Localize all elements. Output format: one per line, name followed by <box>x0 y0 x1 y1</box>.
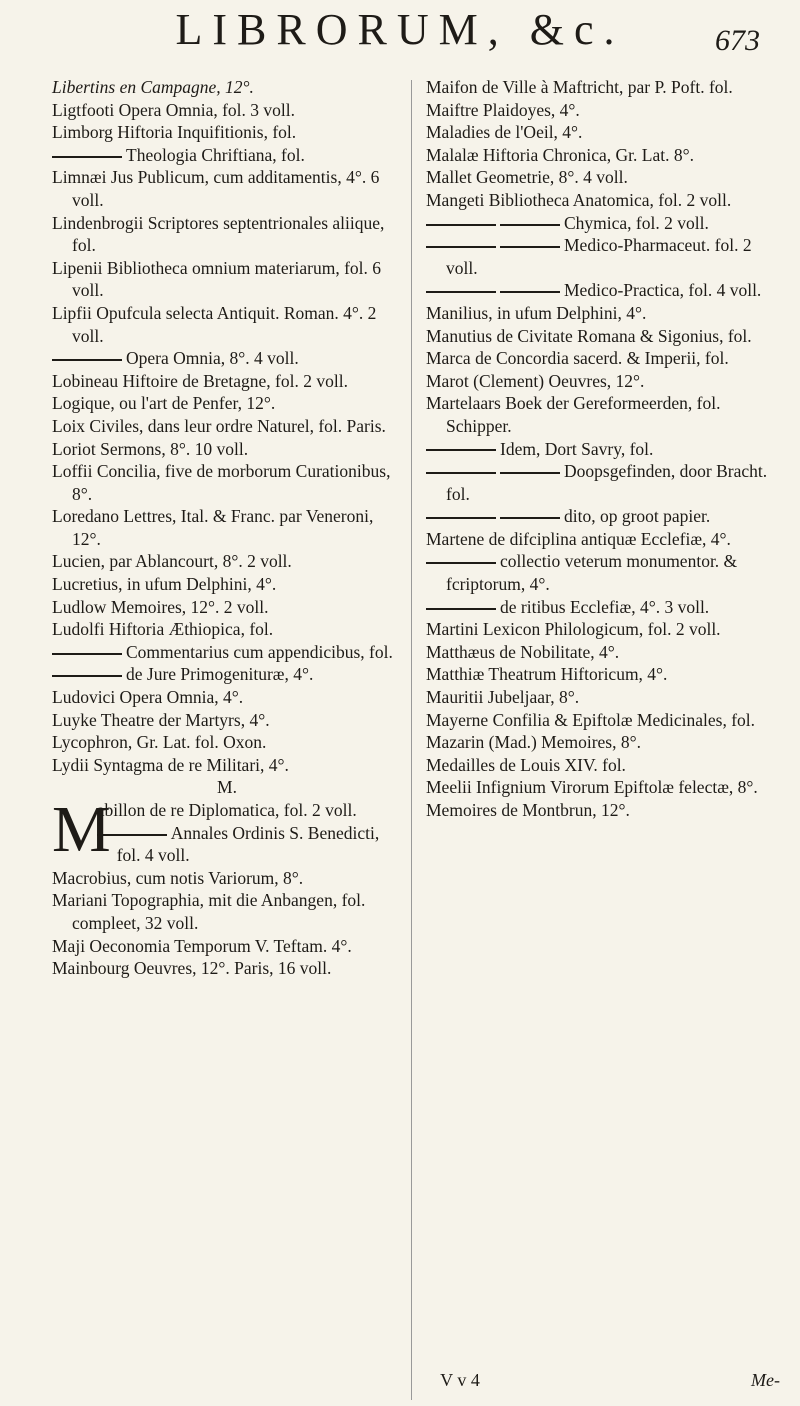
entry-text: Martene de difciplina antiquæ Ecclefiæ, 4°. <box>426 528 731 549</box>
catalogue-entry <box>52 935 402 958</box>
catalogue-entry <box>426 99 778 122</box>
entry-text: Maji Oeconomia Temporum V. Teftam. 4°. <box>52 935 352 956</box>
catalogue-entry <box>52 99 402 122</box>
catalogue-entry <box>426 596 778 619</box>
ditto-rule <box>426 291 496 293</box>
entry-text: Lindenbrogii Scriptores septentrionales aliique, fol. <box>52 212 385 256</box>
entry-text: Theologia Chriftiana, fol. <box>126 144 305 165</box>
catalogue-entry <box>426 550 778 595</box>
ditto-rule <box>97 834 167 836</box>
entry-text: Malalæ Hiftoria Chronica, Gr. Lat. 8°. <box>426 144 694 165</box>
catalogue-entry <box>426 347 778 370</box>
ditto-rule <box>500 224 560 226</box>
entry-text: dito, op groot papier. <box>564 506 711 527</box>
catalogue-entry <box>426 325 778 348</box>
ditto-rule <box>426 246 496 248</box>
catalogue-entry <box>52 686 402 709</box>
entry-text: Marot (Clement) Oeuvres, 12°. <box>426 370 645 391</box>
entry-text: abillon de re Diplomatica, fol. 2 voll. <box>96 800 357 820</box>
entry-text: Martelaars Boek der Gereformeerden, fol. Schipper. <box>426 393 721 436</box>
catalogue-entry <box>426 212 778 235</box>
entry-text: Loredano Lettres, Ital. & Franc. par Veneroni, 12°. <box>52 506 374 549</box>
catalogue-entry <box>52 731 402 754</box>
catalogue-entry <box>52 663 402 686</box>
entry-text: Ludolfi Hiftoria Æthiopica, fol. <box>52 619 274 640</box>
running-header <box>40 4 760 64</box>
entry-text: Maladies de l'Oeil, 4°. <box>426 122 583 143</box>
catchword: Me- <box>751 1370 780 1390</box>
catalogue-entry <box>426 234 778 279</box>
catalogue-entry <box>426 392 778 437</box>
ditto-rule <box>52 653 122 655</box>
entry-text: Lobineau Hiftoire de Bretagne, fol. 2 voll. <box>52 370 348 391</box>
entry-text: Loffii Concilia, five de morborum Curationibus, 8°. <box>52 461 391 504</box>
left-column <box>52 76 402 980</box>
catalogue-entry <box>426 528 778 551</box>
entry-text: Ludovici Opera Omnia, 4°. <box>52 687 244 708</box>
catalogue-entry <box>52 392 402 415</box>
catalogue-entry <box>426 799 778 822</box>
catalogue-entry <box>426 279 778 302</box>
catalogue-entry <box>426 641 778 664</box>
entry-text: Manilius, in ufum Delphini, 4°. <box>426 302 647 323</box>
entry-text: Loriot Sermons, 8°. 10 voll. <box>52 438 249 459</box>
entry-text: Lydii Syntagma de re Militari, 4°. <box>52 754 289 775</box>
entry-text: Annales Ordinis S. Benedicti, fol. 4 voll. <box>116 822 380 866</box>
entry-text: Mariani Topographia, mit die Anbangen, fol. compleet, 32 voll. <box>52 890 366 933</box>
catalogue-entry <box>52 144 402 167</box>
catalogue-entry <box>426 460 778 505</box>
entry-text: Medico-Pharmaceut. fol. 2 voll. <box>446 235 752 278</box>
entry-text: collectio veterum monumentor. & fcriptorum, 4°. <box>446 551 738 595</box>
catalogue-entry <box>426 121 778 144</box>
ditto-rule <box>426 517 496 519</box>
catalogue-entry <box>52 302 402 347</box>
entry-text: Limnæi Jus Publicum, cum additamentis, 4°. 6 voll. <box>52 167 380 210</box>
catalogue-entry <box>52 370 402 393</box>
catalogue-entry <box>52 641 402 664</box>
catalogue-entry <box>426 76 778 99</box>
catalogue-entry <box>52 505 402 550</box>
catalogue-entry <box>426 302 778 325</box>
entry-text: Lycophron, Gr. Lat. fol. Oxon. <box>52 732 267 753</box>
signature-mark: V v 4 <box>440 1370 480 1390</box>
entry-text: Manutius de Civitate Romana & Sigonius, fol. <box>426 325 752 346</box>
ditto-rule <box>52 359 122 361</box>
catalogue-entry <box>52 550 402 573</box>
entry-text: Idem, Dort Savry, fol. <box>500 438 654 459</box>
entry-text: Libertins en Campagne, 12°. <box>52 77 254 97</box>
entry-text: Mallet Geometrie, 8°. 4 voll. <box>426 167 628 188</box>
ditto-rule <box>426 224 496 226</box>
catalogue-entry <box>52 709 402 732</box>
entry-text: Meelii Infignium Virorum Epiftolæ felectæ, 8°. <box>426 777 758 798</box>
catalogue-entry <box>426 370 778 393</box>
catalogue-entry <box>52 618 402 641</box>
page-number: 673 <box>715 24 760 57</box>
entry-text: Limborg Hiftoria Inquifitionis, fol. <box>52 122 297 143</box>
ditto-rule <box>426 449 496 451</box>
catalogue-entry <box>426 189 778 212</box>
entry-text: de ritibus Ecclefiæ, 4°. 3 voll. <box>500 596 710 617</box>
ditto-rule <box>52 156 122 158</box>
ditto-rule <box>426 608 496 610</box>
entry-text: Mazarin (Mad.) Memoires, 8°. <box>426 732 641 753</box>
ditto-rule <box>426 562 496 564</box>
catalogue-entry <box>52 166 402 211</box>
drop-capital: M <box>52 793 111 866</box>
catalogue-entry <box>426 686 778 709</box>
entry-text: Ligtfooti Opera Omnia, fol. 3 voll. <box>52 99 296 120</box>
entry-text: Loix Civiles, dans leur ordre Naturel, fol. Paris. <box>52 415 386 436</box>
catalogue-entry <box>52 212 402 257</box>
ditto-rule <box>426 472 496 474</box>
ditto-rule <box>500 472 560 474</box>
ditto-rule <box>500 246 560 248</box>
entry-text: Lucien, par Ablancourt, 8°. 2 voll. <box>52 551 292 572</box>
catalogue-entry <box>426 166 778 189</box>
entry-text: Martini Lexicon Philologicum, fol. 2 voll. <box>426 619 721 640</box>
entry-text: Medico-Practica, fol. 4 voll. <box>564 280 762 301</box>
catalogue-entry <box>52 460 402 505</box>
entry-text: Mauritii Jubeljaar, 8°. <box>426 687 580 708</box>
entry-text: Macrobius, cum notis Variorum, 8°. <box>52 867 304 888</box>
catalogue-entry <box>52 957 402 980</box>
entry-text: Opera Omnia, 8°. 4 voll. <box>126 348 299 369</box>
catalogue-entry <box>52 347 402 370</box>
entry-text: Mainbourg Oeuvres, 12°. Paris, 16 voll. <box>52 958 332 979</box>
entry-text: de Jure Primogenituræ, 4°. <box>126 664 314 685</box>
catalogue-entry <box>426 505 778 528</box>
entry-text: Mayerne Confilia & Epiftolæ Medicinales, fol. <box>426 709 756 730</box>
catalogue-entry <box>52 596 402 619</box>
catalogue-entry <box>52 889 402 934</box>
entry-text: Logique, ou l'art de Penfer, 12°. <box>52 393 276 414</box>
entry-text: Matthiæ Theatrum Hiftoricum, 4°. <box>426 664 668 685</box>
catalogue-entry <box>426 663 778 686</box>
catalogue-entry <box>52 415 402 438</box>
entry-text: Chymica, fol. 2 voll. <box>564 212 709 233</box>
catalogue-entry <box>52 257 402 302</box>
ditto-rule <box>500 517 560 519</box>
entry-text: Commentarius cum appendicibus, fol. <box>126 641 393 662</box>
entry-text: Mangeti Bibliotheca Anatomica, fol. 2 voll. <box>426 189 732 210</box>
entry-text: Medailles de Louis XIV. fol. <box>426 754 626 775</box>
catalogue-entry <box>426 754 778 777</box>
catalogue-entry <box>52 76 402 99</box>
catalogue-entry <box>52 121 402 144</box>
catalogue-entry <box>426 776 778 799</box>
entry-text: Matthæus de Nobilitate, 4°. <box>426 641 620 662</box>
catalogue-entry <box>426 618 778 641</box>
catalogue-entry <box>426 731 778 754</box>
entry-text: Luyke Theatre der Martyrs, 4°. <box>52 709 270 730</box>
entry-text: Lipenii Bibliotheca omnium materiarum, fol. 6 voll. <box>52 257 382 301</box>
catalogue-entry <box>426 438 778 461</box>
ditto-rule <box>500 291 560 293</box>
entry-text: Doopsgefinden, door Bracht. fol. <box>446 461 768 504</box>
running-title: LIBRORUM, &c. <box>175 5 625 54</box>
entry-text: Marca de Concordia sacerd. & Imperii, fol. <box>426 348 729 369</box>
ditto-rule <box>52 675 122 677</box>
entry-text: M. <box>217 777 237 798</box>
entry-text: Lipfii Opufcula selecta Antiquit. Roman. 4°. 2 voll. <box>52 302 377 346</box>
right-column <box>426 76 778 822</box>
column-divider <box>411 80 412 1400</box>
catalogue-entry <box>52 867 402 890</box>
catalogue-entry <box>426 144 778 167</box>
catalogue-entry <box>52 438 402 461</box>
entry-text: Ludlow Memoires, 12°. 2 voll. <box>52 596 269 617</box>
entry-text: Maiftre Plaidoyes, 4°. <box>426 99 580 120</box>
catalogue-entry <box>52 754 402 777</box>
catalogue-entry <box>426 709 778 732</box>
entry-text: Memoires de Montbrun, 12°. <box>426 800 630 820</box>
entry-text: Maifon de Ville à Maftricht, par P. Poft. fol. <box>426 77 733 97</box>
catalogue-entry <box>52 573 402 596</box>
entry-text: Lucretius, in ufum Delphini, 4°. <box>52 574 277 595</box>
